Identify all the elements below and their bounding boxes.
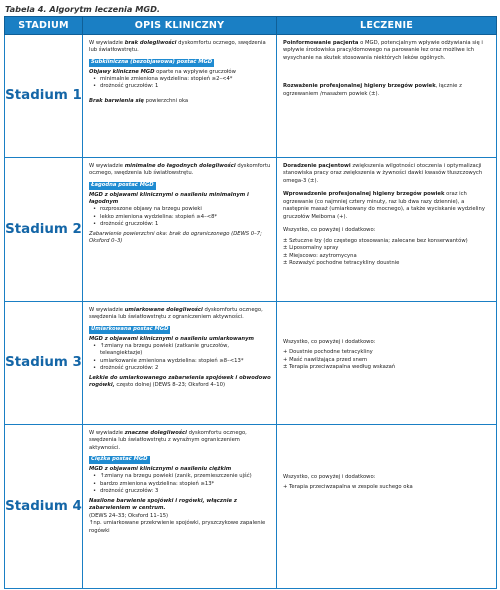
list-item: ± Miejscowo: azytromycyna [283,252,357,259]
list-item: • ↑zmiany na brzegu powieki (zatkanie gruczołów, teleangiektazje) [89,343,271,358]
signs-heading: Objawy kliniczne MGD oparte na wypływie gruczołów [89,68,236,75]
treatment-cell [277,425,497,589]
staining-scale: (DEWS 24–33; Oksford 11–15) [89,512,169,519]
severity-tag: Ciężka postać MGD [91,456,148,463]
table-header-row [5,17,497,35]
list-item: • rozproszone objawy na brzegu powieki [89,206,271,213]
treatment-cell [277,302,497,425]
list-item: ± Sztuczne łzy (do częstego stosowania; zalecane bez konserwantów) [283,237,468,244]
list-item: + Doustnie pochodne tetracykliny [283,349,373,356]
clinical-description-cell [83,35,277,158]
table-row-stage-4 [5,425,497,589]
table-caption: Tabela 4. Algorytm leczenia MGD. [5,4,161,14]
symptoms-text: W wywiadzie minimalne do łagodnych dolegliwości dyskomfortu ocznego, swędzenia lub światłowstrętu. [89,163,271,177]
stage-label: Stadium 3 [5,302,83,425]
stage-label: Stadium 2 [5,158,83,302]
header-stage: STADIUM [5,17,83,35]
signs-list [89,206,271,228]
symptoms-text: W wywiadzie brak dolegliwości dyskomfortu ocznego, swędzenia lub światłowstrętu. [89,40,266,54]
list-item: ± Rozważyć pochodne tetracykliny doustnie [283,259,400,266]
severity-tag: Subkliniczna (bezobjawowa) postać MGD [91,58,213,65]
list-item: • drożność gruczołów: 1 [89,221,271,228]
signs-list [89,343,271,373]
extra-signs-text: ↑np. umiarkowane przekrwienie spojówki, pryszczykowe zapalenie rogówki [89,520,266,534]
additional-heading: Wszystko, co powyżej i dodatkowo: [283,474,376,480]
additional-heading: Wszystko, co powyżej i dodatkowo: [283,339,376,345]
table-row-stage-1 [5,35,497,158]
staining-text: Lekkie do umiarkowanego zabarwienia spojówek i obwodowo rogówki, często dolnej (DEWS 8–23; Oksford 4–10) [89,374,271,389]
signs-heading: MGD z objawami klinicznymi o nasileniu umiarkowanym [89,335,255,342]
list-item: • lekko zmieniona wydzielina: stopień ≥4–<8* [89,214,271,221]
staining-text: Zabarwienie powierzchni oka: brak do ograniczonego (DEWS 0–7; Oksford 0–3) [89,230,262,245]
staining-text: Brak barwienia się powierzchni oka [89,97,189,104]
signs-list [89,473,271,495]
treatment-cell [277,35,497,158]
treatment-cell [277,158,497,302]
severity-tag: Łagodna postać MGD [91,181,154,188]
list-item: + Terapia przeciwzapalna w zespole suchego oka [283,484,413,491]
list-item: • umiarkowanie zmieniona wydzielina: stopień ≥8–<13* [89,358,271,365]
symptoms-text: W wywiadzie umiarkowane dolegliwości dyskomfortu ocznego, swędzenia lub światłowstrętu z ograniczeniem aktywności. [89,307,263,321]
signs-list [89,76,271,91]
mgd-treatment-table [4,16,497,589]
table-row-stage-2 [5,158,497,302]
list-item: • ↑zmiany na brzegu powieki (zanik, przemieszczenie ujść) [89,473,271,480]
list-item: • drożność gruczołów: 1 [89,83,271,90]
header-description: OPIS KLINICZNY [83,17,277,35]
clinical-description-cell [83,425,277,589]
table-row-stage-3 [5,302,497,425]
list-item: • drożność gruczołów: 3 [89,488,271,495]
treatment-paragraph: Wprowadzenie profesjonalnej higieny brzegów powiek oraz ich ogrzewanie (co najmniej cztery minuty, raz lub dwa razy dziennie), a następnie masaż (umiarkowany do mocnego), a także wyciskanie wydzieliny gruczołów Meiboma (+). [283,191,485,220]
stage-label: Stadium 4 [5,425,83,589]
stage-label: Stadium 1 [5,35,83,158]
signs-heading: MGD z objawami klinicznymi o nasileniu ciężkim [89,465,232,472]
header-treatment: LECZENIE [277,17,497,35]
list-item: • drożność gruczołów: 2 [89,365,271,372]
additional-heading: Wszystko, co powyżej i dodatkowo: [283,227,376,234]
staining-text: Nasilone barwienie spojówki i rogówki, włącznie z zabarwieniem w centrum. [89,497,237,512]
severity-tag: Umiarkowana postać MGD [91,325,169,332]
list-item: + Maść nawilżająca przed snem [283,356,368,363]
symptoms-text: W wywiadzie znaczne dolegliwości dyskomfortu ocznego, swędzenia lub światłowstrętu z wyraźnym ograniczeniem aktywności. [89,430,247,451]
clinical-description-cell [83,158,277,302]
list-item: ± Terapia przeciwzapalna według wskazań [283,364,396,371]
signs-heading: MGD z objawami klinicznymi o nasileniu minimalnym i łagodnym [89,191,249,205]
list-item: ± Liposomalny spray [283,245,339,252]
list-item: • bardzo zmieniona wydzielina: stopień ≥13* [89,481,271,488]
clinical-description-cell [83,302,277,425]
treatment-paragraph: Rozważenie profesjonalnej higieny brzegów powiek, łącznie z ogrzewaniem /masażem powiek (±). [283,83,462,97]
list-item: • minimalnie zmieniona wydzielina: stopień ≥2–<4* [89,76,271,83]
treatment-paragraph: Doradzenie pacjentowi zwiększenia wilgotności otoczenia i optymalizacji stanowiska pracy oraz zwiększenia w żywności dawki kwasów tłuszczowych omega-3 (±). [283,163,483,184]
treatment-paragraph: Poinformowanie pacjenta o MGD, potencjalnym wpływie odżywiania się i wpływie środowiska pracy/domowego na parowanie łez oraz możliwe ich wysychanie na skutek stosowania niektórych leków ogólnych. [283,40,483,61]
